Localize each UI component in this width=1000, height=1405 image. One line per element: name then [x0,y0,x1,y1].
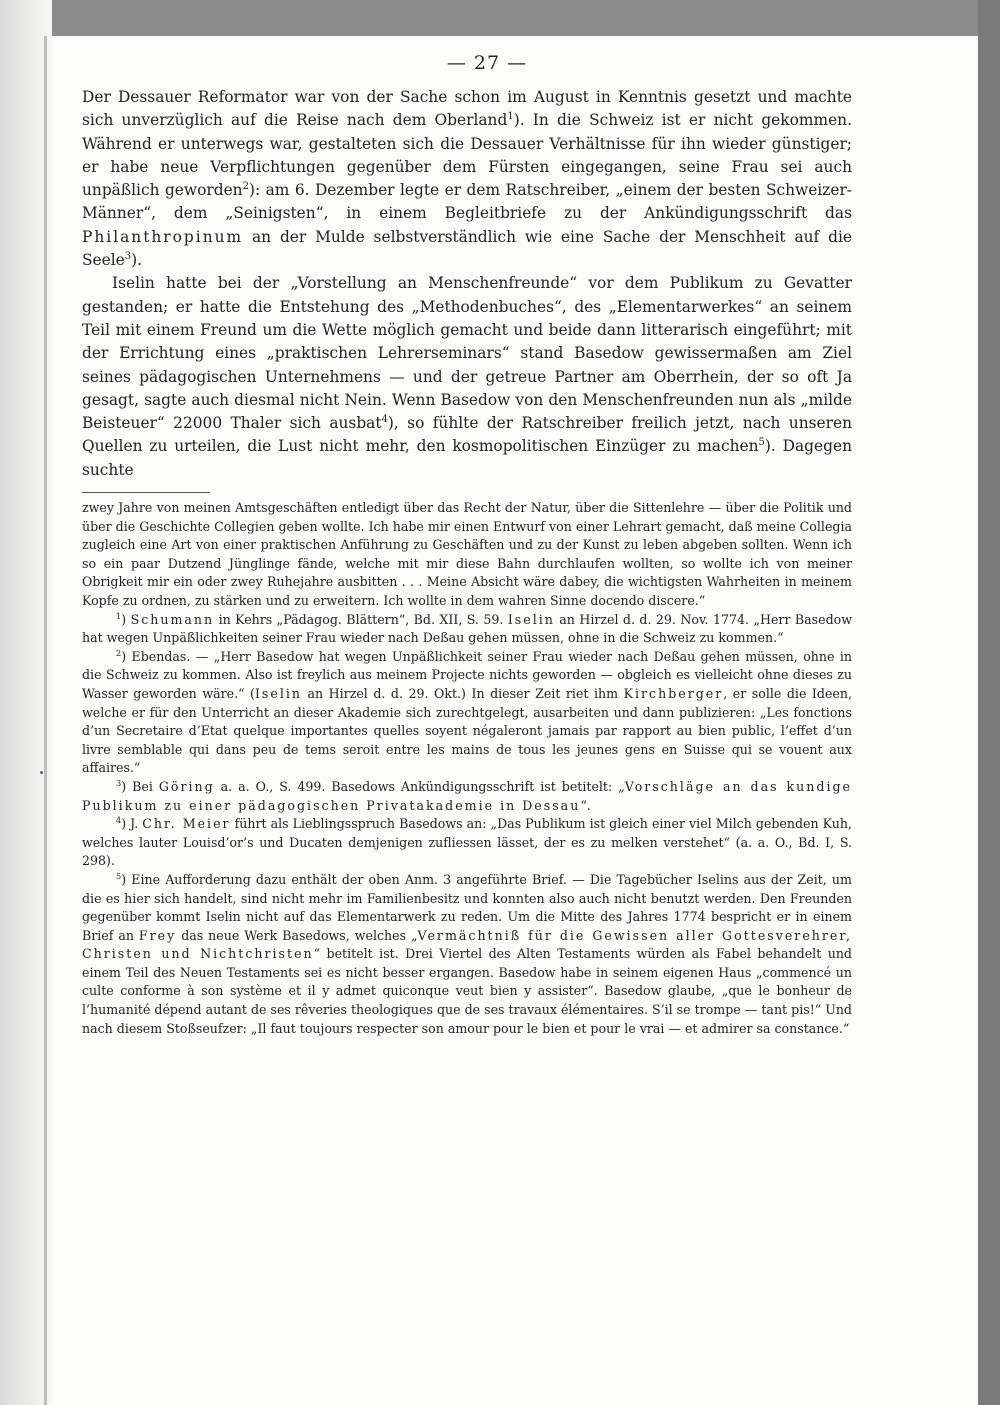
footnote-ref: 1 [507,111,514,123]
footnote-3: $^3$) Bei Göring a. a. O., S. 499. Basedows Ankündigungsschrift ist betitelt: „Vorschläge an das kundige Publikum zu einer pädagogischen Privatakademie in Dessau“. [82,777,853,813]
footnote-ref: 4 [381,414,388,426]
footnote-ref: 3 [124,250,132,262]
page-content [82,48,852,1038]
paragraph-1: Der Dessauer Reformator war von der Sache schon im August in Kenntnis gesetzt und machte sich unverzüglich auf die Reise nach dem Oberland$^1$). In die Schweiz ist er nicht gekommen. Während er unterwegs war, gestalteten sich die Dessauer Verhältnisse für ihn wieder günstiger; er habe neue Verpflichtungen gegenüber dem Fürsten eingegangen, seine Frau sei auch unpäßlich geworden$^2$): am 6. Dezember legte er dem Ratschreiber, „einem der besten Schweizer-Männer“, dem „Seinigsten“, in einem Begleitbriefe zu der Ankündigungsschrift das Philanthropinum an der Mulde selbstverständlich wie eine Sache der Menschheit auf die Seele$^3$). [82,88,853,270]
footnote-ref: 2 [242,181,249,193]
footnote-4: $^4$) J. Chr. Meier führt als Lieblingsspruch Basedows an: „Das Publikum ist gleich einer viel Milch gebenden Kuh, welches lauter Louisd’or’s und Ducaten demjenigen zufliessen lässet, der es zu melken verstehet“ (a. a. O., Bd. I, S. 298). [82,814,853,869]
scan-border-top [0,0,1000,36]
spaced-term: Philanthropinum [82,227,244,246]
page-number: — 27 — [446,52,528,74]
footnote-continuation: zwey Jahre von meinen Amtsgeschäften entledigt über das Recht der Natur, über die Sittenlehre — über die Politik und über die Geschichte Collegien geben wollte. Ich habe mir einen Entwurf von einer Lehrart gemacht, daß meine Collegia zugleich eine Art von einer praktischen Anführung zu Geschäften und zu der Kunst zu leben abgeben sollten. Wenn ich so ein paar Dutzend Jünglinge fände, welche mit mir diese Bahn durchlaufen wollten, so wollte ich von meiner Obrigkeit mir ein oder zwey Ruhejahre ausbitten . . . Meine Absicht wäre dabey, die wichtigsten Wahrheiten in meinem Kopfe zu ordnen, zu stärken und zu erweitern. Ich wollte in dem wahren Sinne docendo discere.“ [82,500,852,609]
footnote-5: $^5$) Eine Aufforderung dazu enthält der oben Anm. 3 angeführte Brief. — Die Tagebücher Iselins aus der Zeit, um die es hier sich handelt, sind nicht mehr im Familienbesitz und konnten also auch nicht benutzt werden. Den Freunden gegenüber kommt Iselin nicht auf das Elementarwerk zu reden. Um die Mitte des Jahres 1774 bespricht er in einem Brief an Frey das neue Werk Basedows, welches „Vermächtniß für die Gewissen aller Gottesverehrer, Christen und Nichtchristen“ betitelt ist. Drei Viertel des Alten Testaments würden als Fabel behandelt und einem Teil des Neuen Testaments sei es nicht besser ergangen. Basedow habe in seinem eigenen Haus „commencé un culte conforme à son système et il y admet quiconque veut bien y assister“. Basedow glaube, „que le bonheur de l’humanité dépend autant de ses rêveries theologiques que de ses travaux élémentaires. S’il se trompe — tant pis!“ Und nach diesem Stoßseufzer: „Il faut toujours respecter son amour pour le bien et pour le vrai — et admirer sa constance.“ [82,870,853,1036]
footnote-ref: 5 [758,437,765,449]
scan-border-right [978,0,1000,1405]
dust-speck [40,771,43,774]
footnote-separator [82,492,210,493]
footnote-2: $^2$) Ebendas. — „Herr Basedow hat wegen Unpäßlichkeit seiner Frau wieder nach Deßau gehen müssen, ohne in die Schweiz zu kommen. Also ist freylich aus meinem Projecte nichts geworden — obgleich es vielleicht ohne dieses zu Wasser geworden wäre.“ (Iselin an Hirzel d. d. 29. Okt.) In dieser Zeit riet ihm Kirchberger, er solle die Ideen, welche er für den Unterricht an dieser Akademie sich zurechtgelegt, ausarbeiten und dann publizieren: „Les fonctions d’un Secretaire d’Etat quelque importantes quelles soyent négaleront jamais par rapport au bien public, l’effet d’un livre semblable qui dans peu de tems seroit entre les mains de tous les jeunes gens en Suisse qui se vouent aux affaires.“ [82,647,852,776]
footnote-1: $^1$) Schumann in Kehrs „Pädagog. Blättern“, Bd. XII, S. 59. Iselin an Hirzel d. d. 29. Nov. 1774. „Herr Basedow hat wegen Unpäßlichkeiten seiner Frau wieder nach Deßau gehen müssen, ohne in die Schweiz zu kommen.“ [82,610,852,646]
paragraph-2: Iselin hatte bei der „Vorstellung an Menschenfreunde“ vor dem Publikum zu Gevatter gestanden; er hatte die Entstehung des „Methodenbuches“, des „Elementarwerkes“ an seinem Teil mit einem Freund um die Wette möglich gemacht und beide dann litterarisch eingeführt; mit der Errichtung eines „praktischen Lehrerseminars“ stand Basedow gewissermaßen am Ziel seines pädagogischen Unternehmens — und der getreue Partner am Oberrhein, der so oft Ja gesagt, sagte auch diesmal nicht Nein. Wenn Basedow von den Menschenfreunden nun als „milde Beisteuer“ 22000 Thaler sich ausbat$^4$), so fühlte der Ratschreiber freilich jetzt, nach unseren Quellen zu urteilen, die Lust nicht mehr, den kosmopolitischen Einzüger zu machen$^5$). Dagegen suchte [82,274,852,479]
gutter-shadow [44,36,47,1405]
